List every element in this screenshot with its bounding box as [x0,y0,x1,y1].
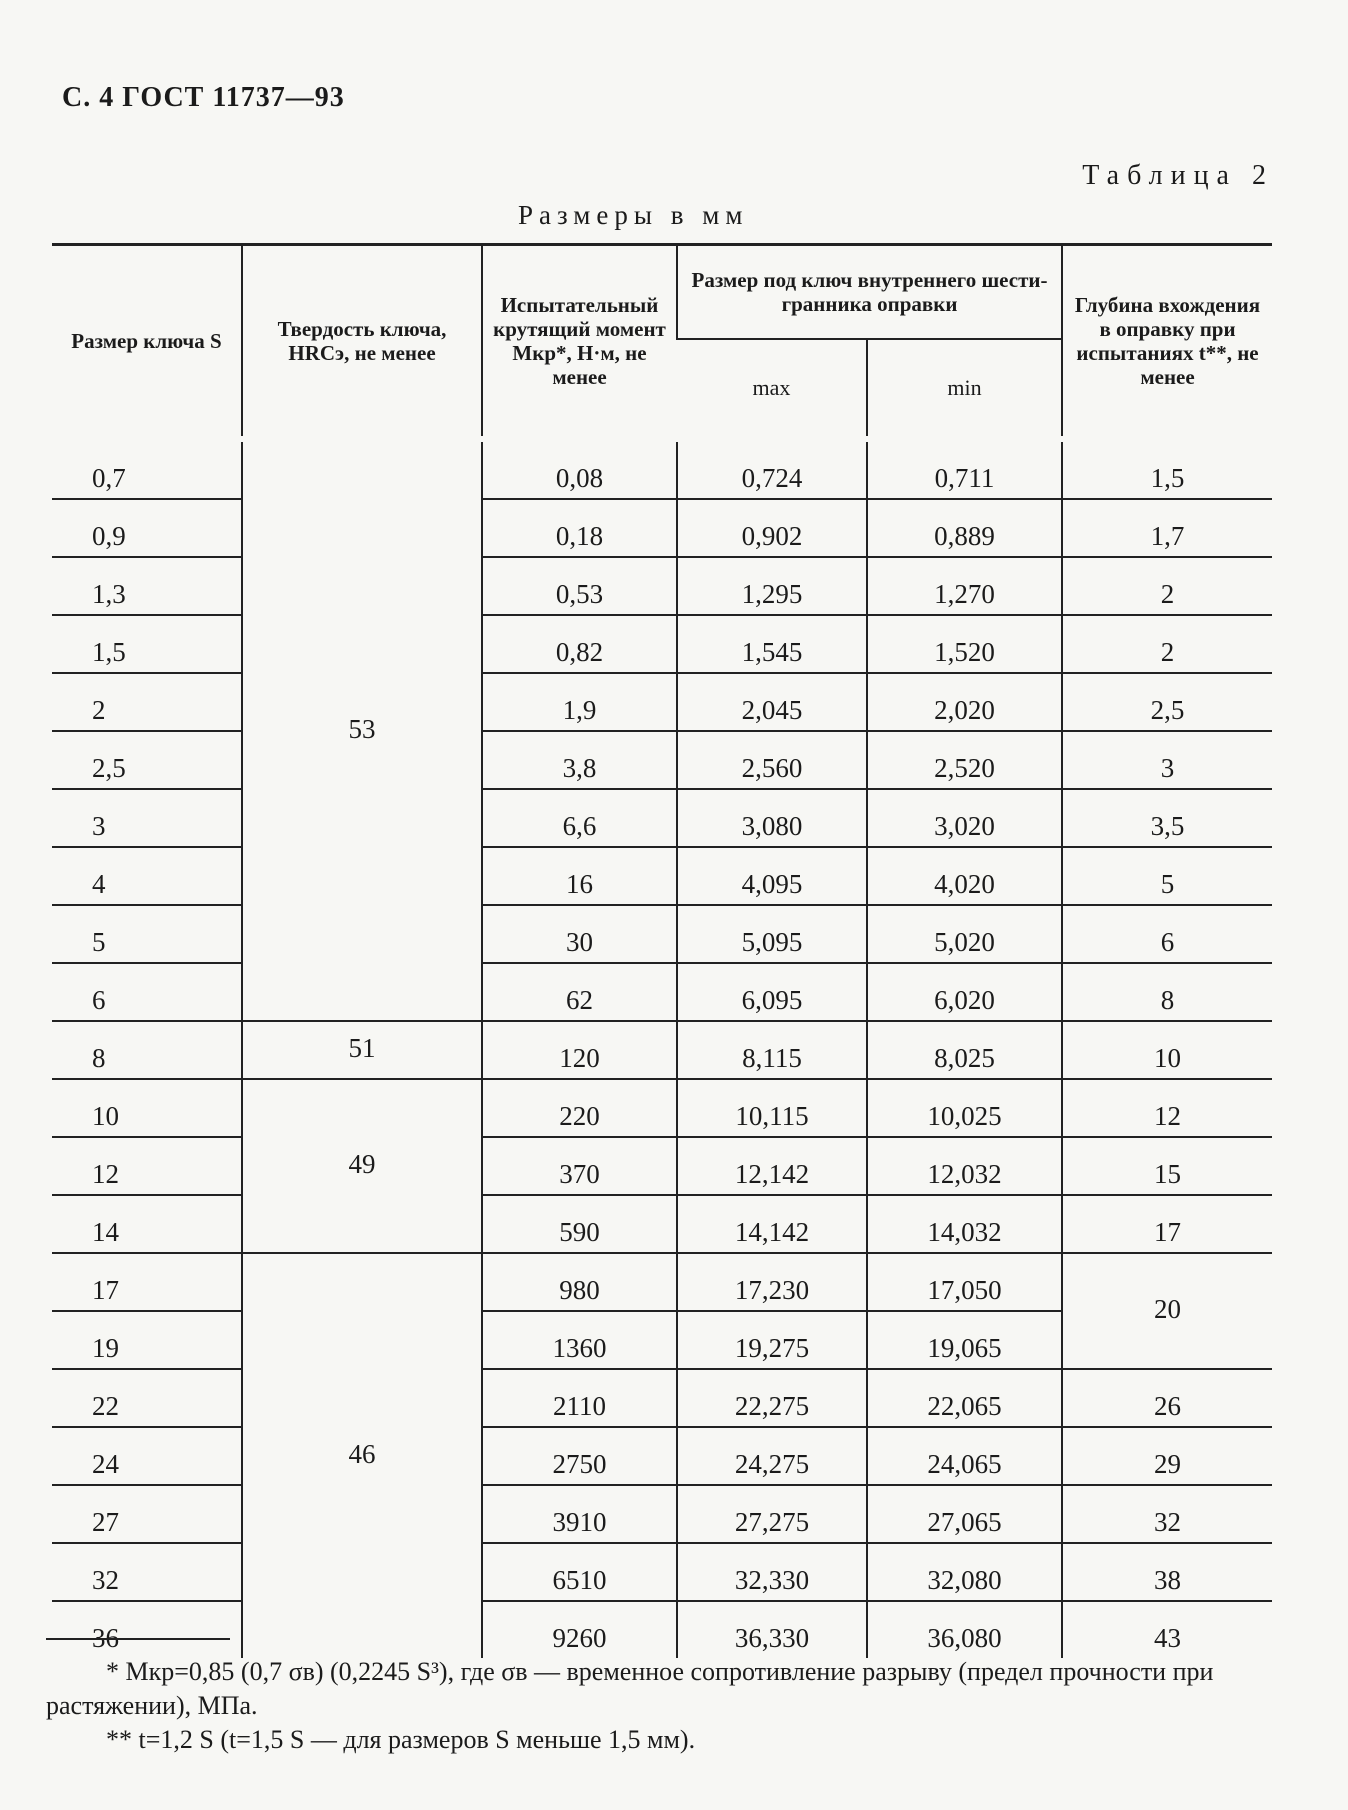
cell-torque: 3,8 [482,731,677,789]
cell-torque: 0,53 [482,557,677,615]
table-row [52,1485,1272,1543]
cell-key-size: 32 [52,1543,242,1601]
cell-key-size: 8 [52,1021,242,1079]
cell-min: 14,032 [867,1195,1062,1253]
table-row [52,789,1272,847]
cell-key-size: 36 [92,1623,119,1653]
cell-depth: 3,5 [1062,789,1272,847]
col-key-size: Размер ключа S [52,245,242,440]
cell-key-size: 6 [52,963,242,1021]
cell-max: 24,275 [677,1427,867,1485]
footnote-1: * Mкр=0,85 (0,7 σв) (0,2245 S³), где σв — временное сопротивление разрыву (предел прочности при растяжении), МПа. [46,1657,1214,1720]
cell-hardness: 53 [242,439,482,1021]
cell-torque: 370 [482,1137,677,1195]
cell-min: 17,050 [867,1253,1062,1311]
table-row [52,1543,1272,1601]
cell-max: 14,142 [677,1195,867,1253]
col-min: min [867,339,1062,439]
cell-key-size: 4 [52,847,242,905]
col-depth: Глубина вхождения в оправку при испытаниях t**, не менее [1062,245,1272,440]
cell-max: 8,115 [677,1021,867,1079]
cell-depth: 2 [1062,615,1272,673]
table-label: Таблица 2 [1082,160,1274,191]
cell-torque: 120 [482,1021,677,1079]
cell-depth: 38 [1062,1543,1272,1601]
cell-key-size: 3 [52,789,242,847]
table-body [52,439,1272,1658]
cell-key-size: 2 [52,673,242,731]
cell-max: 27,275 [677,1485,867,1543]
cell-min: 3,020 [867,789,1062,847]
cell-min: 36,080 [867,1601,1062,1658]
cell-key-size: 2,5 [52,731,242,789]
cell-min: 22,065 [867,1369,1062,1427]
cell-min: 27,065 [867,1485,1062,1543]
footnote-2: ** t=1,2 S (t=1,5 S — для размеров S меньше 1,5 мм). [106,1725,696,1754]
cell-min: 2,020 [867,673,1062,731]
cell-hardness: 51 [242,1021,482,1079]
table-row [52,1137,1272,1195]
cell-depth: 3 [1062,731,1272,789]
cell-min: 6,020 [867,963,1062,1021]
table-row [52,1427,1272,1485]
cell-min: 10,025 [867,1079,1062,1137]
table-row [52,615,1272,673]
cell-depth: 43 [1062,1601,1272,1658]
cell-hardness: 49 [242,1079,482,1253]
cell-key-size: 27 [52,1485,242,1543]
cell-max: 32,330 [677,1543,867,1601]
cell-min: 4,020 [867,847,1062,905]
cell-depth: 5 [1062,847,1272,905]
cell-key-size: 14 [52,1195,242,1253]
cell-depth: 1,7 [1062,499,1272,557]
cell-key-size: 1,5 [52,615,242,673]
cell-max: 36,330 [677,1601,867,1658]
cell-torque: 2750 [482,1427,677,1485]
cell-key-size: 24 [52,1427,242,1485]
cell-torque: 62 [482,963,677,1021]
cell-depth: 32 [1062,1485,1272,1543]
cell-depth: 26 [1062,1369,1272,1427]
cell-max: 0,724 [677,439,867,499]
cell-max: 2,045 [677,673,867,731]
table-row [52,1079,1272,1137]
table-row [52,1601,1272,1658]
cell-max: 22,275 [677,1369,867,1427]
cell-torque: 0,08 [482,439,677,499]
cell-min: 24,065 [867,1427,1062,1485]
cell-key-size: 0,7 [52,439,242,499]
units-caption: Размеры в мм [518,200,749,230]
table-row [52,439,1272,499]
cell-min: 32,080 [867,1543,1062,1601]
cell-torque: 220 [482,1079,677,1137]
page-header: С. 4 ГОСТ 11737—93 [62,82,345,113]
col-socket: Размер под ключ внутреннего шестигранника оправки [677,245,1062,340]
cell-max: 17,230 [677,1253,867,1311]
cell-min: 8,025 [867,1021,1062,1079]
cell-min: 1,520 [867,615,1062,673]
cell-torque: 6510 [482,1543,677,1601]
cell-key-size: 0,9 [52,499,242,557]
cell-torque: 980 [482,1253,677,1311]
table-row [52,731,1272,789]
table-row [52,557,1272,615]
cell-torque: 9260 [482,1601,677,1658]
cell-torque: 2110 [482,1369,677,1427]
cell-min: 2,520 [867,731,1062,789]
cell-depth: 10 [1062,1021,1272,1079]
cell-max: 1,545 [677,615,867,673]
cell-min: 0,711 [867,439,1062,499]
cell-depth: 2 [1062,557,1272,615]
table-row [52,1021,1272,1079]
cell-key-size: 5 [52,905,242,963]
cell-torque: 30 [482,905,677,963]
cell-key-size: 22 [52,1369,242,1427]
cell-torque: 0,18 [482,499,677,557]
table-row [52,905,1272,963]
col-torque: Испытательный крутящий момент Mкр*, Н·м, не менее [482,245,677,440]
cell-key-size: 1,3 [52,557,242,615]
cell-max: 5,095 [677,905,867,963]
cell-torque: 3910 [482,1485,677,1543]
cell-depth: 15 [1062,1137,1272,1195]
cell-key-size: 17 [52,1253,242,1311]
cell-torque: 0,82 [482,615,677,673]
table-row [52,1195,1272,1253]
cell-key-size: 12 [52,1137,242,1195]
cell-torque: 6,6 [482,789,677,847]
cell-torque: 1360 [482,1311,677,1369]
dimensions-table [52,243,1272,1658]
cell-max: 1,295 [677,557,867,615]
cell-torque: 16 [482,847,677,905]
cell-min: 5,020 [867,905,1062,963]
cell-max: 10,115 [677,1079,867,1137]
cell-max: 6,095 [677,963,867,1021]
cell-key-size: 10 [52,1079,242,1137]
cell-max: 12,142 [677,1137,867,1195]
cell-key-size: 19 [52,1311,242,1369]
table-row [52,673,1272,731]
cell-depth: 17 [1062,1195,1272,1253]
cell-depth: 2,5 [1062,673,1272,731]
cell-depth: 12 [1062,1079,1272,1137]
table-row [52,1253,1272,1311]
cell-max: 19,275 [677,1311,867,1369]
col-hardness: Твердость ключа, HRCэ, не менее [242,245,482,440]
footnote-rule [46,1638,230,1640]
cell-depth: 1,5 [1062,439,1272,499]
cell-max: 0,902 [677,499,867,557]
cell-max: 2,560 [677,731,867,789]
cell-max: 3,080 [677,789,867,847]
col-max: max [677,339,867,439]
table-row [52,847,1272,905]
cell-min: 0,889 [867,499,1062,557]
cell-hardness: 46 [242,1253,482,1658]
cell-depth: 6 [1062,905,1272,963]
cell-min: 1,270 [867,557,1062,615]
cell-min: 12,032 [867,1137,1062,1195]
cell-depth: 20 [1062,1253,1272,1369]
table-row [52,499,1272,557]
cell-torque: 590 [482,1195,677,1253]
cell-depth: 29 [1062,1427,1272,1485]
cell-depth: 8 [1062,963,1272,1021]
cell-torque: 1,9 [482,673,677,731]
cell-max: 4,095 [677,847,867,905]
cell-min: 19,065 [867,1311,1062,1369]
table-row [52,963,1272,1021]
table-row [52,1369,1272,1427]
